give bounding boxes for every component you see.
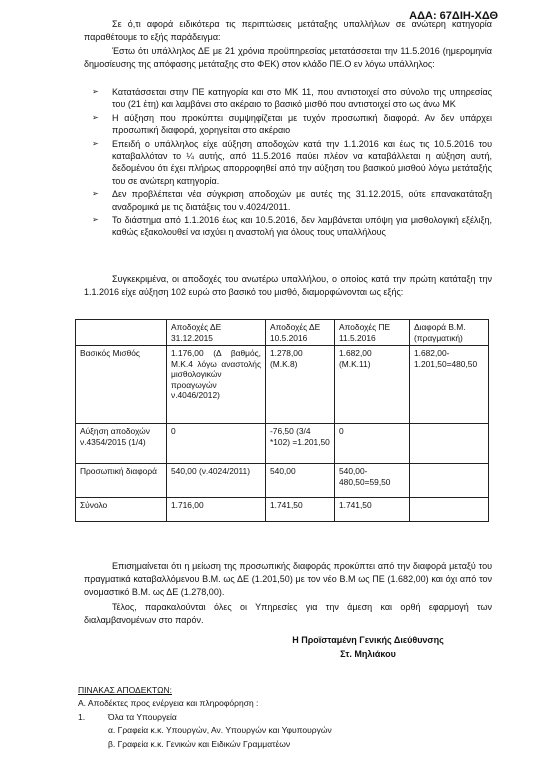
table-cell: 0 bbox=[335, 424, 410, 464]
table-cell: 0 bbox=[167, 424, 266, 464]
table-header-cell: Αποδοχές ΔΕ 10.5.2016 bbox=[266, 320, 335, 346]
example-paragraph: Έστω ότι υπάλληλος ΔΕ με 21 χρόνια προϋπηρεσίας μετατάσσεται την 11.5.2016 (ημερομηνία δημοσίευσης της απόφασης μετάταξης στο ΦΕΚ) στον κλάδο ΠΕ.Ο εν λόγω υπάλληλος: bbox=[84, 46, 492, 69]
table-row bbox=[76, 464, 489, 498]
summary-paragraph: Συγκεκριμένα, οι αποδοχές του ανωτέρω υπαλλήλου, ο οποίος κατά την πρώτη κατάταξη την 1.1.2016 είχε αύξηση 102 ευρώ στο βασικό του μισθό, διαμορφώνονται ως εξής: bbox=[84, 274, 492, 297]
recipients-item-1: 1. Όλα τα Υπουργεία bbox=[78, 712, 177, 722]
closing-paragraph: Τέλος, παρακαλούνται όλες οι Υπηρεσίες για την άμεση και ορθή εφαρμογή των διαλαμβανομένων στο παρόν. bbox=[84, 602, 492, 625]
bullet-list bbox=[84, 86, 492, 240]
table-cell: 1.741,50 bbox=[335, 498, 410, 522]
note-paragraph: Επισημαίνεται ότι η μείωση της προσωπικής διαφοράς προκύπτει από την διαφορά μεταξύ του πραγματικά καταβαλλόμενου Β.Μ. ως ΔΕ (1.201,50) με τον νέο Β.Μ ως ΠΕ (1.682,00) και όχι από τον ονομαστικό Β.Μ. ως ΔΕ (1.278,00). bbox=[84, 561, 492, 597]
table-cell bbox=[410, 464, 489, 498]
signature-title: Η Προϊσταμένη Γενικής Διεύθυνσης bbox=[292, 635, 444, 645]
table-cell: Σύνολο bbox=[76, 498, 167, 522]
table-cell: 540,00 (ν.4024/2011) bbox=[167, 464, 266, 498]
arrow-bullet-icon: ➢ bbox=[92, 138, 99, 148]
list-item: ➢ Η αύξηση που προκύπτει συμψηφίζεται με τυχόν προσωπική διαφορά. Αν δεν υπάρχει προσωπική διαφορά, χορηγείται στο ακέραιο bbox=[92, 112, 492, 136]
recipients-item-beta: β. Γραφεία κ.κ. Γενικών και Ειδικών Γραμματέων bbox=[108, 739, 291, 749]
table-cell: 1.278,00 (Μ.Κ.8) bbox=[266, 346, 335, 424]
table-cell: 1.682,00-1.201,50=480,50 bbox=[410, 346, 489, 424]
table-row bbox=[76, 498, 489, 522]
list-item: ➢ Επειδή ο υπάλληλος είχε αύξηση αποδοχών κατά την 1.1.2016 και έως τις 10.5.2016 του καταβαλλόταν το ¼ αυτής, από 11.5.2016 παύει πλέον να καταβάλλεται η αύξηση αυτή, δεδομένου ότι έχει πλήρως απορροφηθεί από την αύξηση του βασικού μισθού λόγω μετάταξής του σε ανώτερη κατηγορία. bbox=[92, 138, 492, 186]
table-cell bbox=[410, 498, 489, 522]
ada-code: ΑΔΑ: 67ΔΙΗ-ΧΔΘ bbox=[409, 10, 498, 22]
table-cell: 1.682,00 (Μ.Κ.11) bbox=[335, 346, 410, 424]
arrow-bullet-icon: ➢ bbox=[92, 215, 99, 225]
table-cell: 1.741,50 bbox=[266, 498, 335, 522]
table-cell: 540,00-480,50=59,50 bbox=[335, 464, 410, 498]
table-header-row bbox=[76, 320, 489, 346]
list-item: ➢ Κατατάσσεται στην ΠΕ κατηγορία και στο ΜΚ 11, που αντιστοιχεί στο σύνολο της υπηρεσίας του (21 έτη) και λαμβάνει στο ακέραιο το βασικό μισθό που αντιστοιχεί στο ως άνω ΜΚ bbox=[92, 87, 492, 110]
table-cell: 1.176,00 (Δ βαθμός, Μ.Κ.4 λόγω αναστολής μισθολογικών προαγωγών ν.4046/2012) bbox=[167, 346, 266, 424]
arrow-bullet-icon: ➢ bbox=[92, 87, 99, 96]
table-row bbox=[76, 424, 489, 464]
table-cell: Βασικός Μισθός bbox=[76, 346, 167, 424]
table-cell: Προσωπική διαφορά bbox=[76, 464, 167, 498]
list-item: ➢ Δεν προβλέπεται νέα σύγκριση αποδοχών με αυτές της 31.12.2015, ούτε επανακατάταξη αναδρομικά με τις διατάξεις του ν.4024/2011. bbox=[92, 189, 492, 212]
arrow-bullet-icon: ➢ bbox=[92, 112, 99, 122]
recipients-title: ΠΙΝΑΚΑΣ ΑΠΟΔΕΚΤΩΝ: bbox=[78, 685, 172, 695]
recipients-item-alpha: α. Γραφεία κ.κ. Υπουργών, Αν. Υπουργών και Υφυπουργών bbox=[108, 725, 332, 735]
table-header-cell bbox=[76, 320, 167, 346]
recipients-group-a: Α. Αποδέκτες προς ενέργεια και πληροφόρηση : bbox=[78, 698, 259, 708]
table-cell: 1.716,00 bbox=[167, 498, 266, 522]
list-item: ➢ Το διάστημα από 1.1.2016 έως και 10.5.2016, δεν λαμβάνεται υπόψη για μισθολογική εξέλιξη, καθώς εξακολουθεί να ισχύει η αναστολή για όλους τους υπαλλήλους bbox=[92, 215, 492, 238]
signature-name: Στ. Μηλιάκου bbox=[340, 649, 396, 659]
table-cell bbox=[410, 424, 489, 464]
intro-paragraph: Σε ό,τι αφορά ειδικότερα τις περιπτώσεις μετάταξης υπαλλήλων σε ανώτερη κατηγορία παραθέτουμε το εξής παράδειγμα: bbox=[84, 19, 492, 42]
arrow-bullet-icon: ➢ bbox=[92, 189, 99, 199]
table-header-cell: Αποδοχές ΔΕ 31.12.2015 bbox=[167, 320, 266, 346]
table-cell: 540,00 bbox=[266, 464, 335, 498]
table-cell: Αύξηση αποδοχών ν.4354/2015 (1/4) bbox=[76, 424, 167, 464]
table-header-cell: Αποδοχές ΠΕ 11.5.2016 bbox=[335, 320, 410, 346]
table-row bbox=[76, 346, 489, 424]
salary-table bbox=[75, 319, 489, 522]
table-header-cell: Διαφορά Β.Μ. (πραγματική) bbox=[410, 320, 489, 346]
table-cell: -76,50 (3/4 *102) =1.201,50 bbox=[266, 424, 335, 464]
